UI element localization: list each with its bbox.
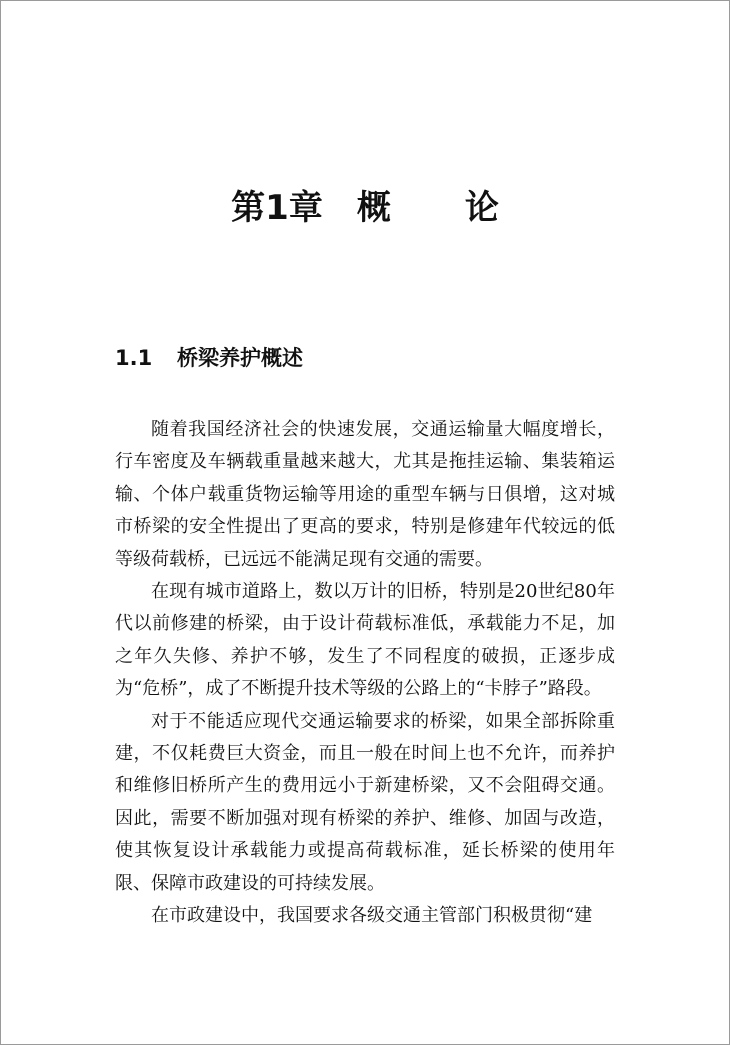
- paragraph: 对于不能适应现代交通运输要求的桥梁，如果全部拆除重建，不仅耗费巨大资金，而且一般在时间上也不允许，而养护和维修旧桥所产生的费用远小于新建桥梁，又不会阻碍交通。因此，需要不断加强对现有桥梁的养护、维修、加固与改造，使其恢复设计承载能力或提高荷载标准，延长桥梁的使用年限、保障市政建设的可持续发展。: [115, 710, 615, 894]
- body-text: [115, 414, 615, 933]
- paragraph: 在现有城市道路上，数以万计的旧桥，特别是20世纪80年代以前修建的桥梁，由于设计荷载标准低，承载能力不足，加之年久失修、养护不够，发生了不同程度的破损，正逐步成为“危桥”，成了不断提升技术等级的公路上的“卡脖子”路段。: [115, 581, 615, 700]
- chapter-title-part1: 概: [356, 188, 391, 228]
- paragraph: 在市政建设中，我国要求各级交通主管部门积极贯彻“建: [151, 905, 593, 927]
- chapter-title: [0, 186, 730, 230]
- section-heading: [115, 343, 303, 373]
- chapter-title-part2: 论: [464, 188, 499, 228]
- section-number: 1.1: [115, 346, 153, 370]
- paragraph: 随着我国经济社会的快速发展，交通运输量大幅度增长，行车密度及车辆载重量越来越大，尤其是拖挂运输、集装箱运输、个体户载重货物运输等用途的重型车辆与日俱增，这对城市桥梁的安全性提出了更高的要求，特别是修建年代较远的低等级荷载桥，已远远不能满足现有交通的需要。: [115, 419, 615, 570]
- chapter-number: 第1章: [231, 188, 323, 228]
- section-title: 桥梁养护概述: [177, 346, 303, 370]
